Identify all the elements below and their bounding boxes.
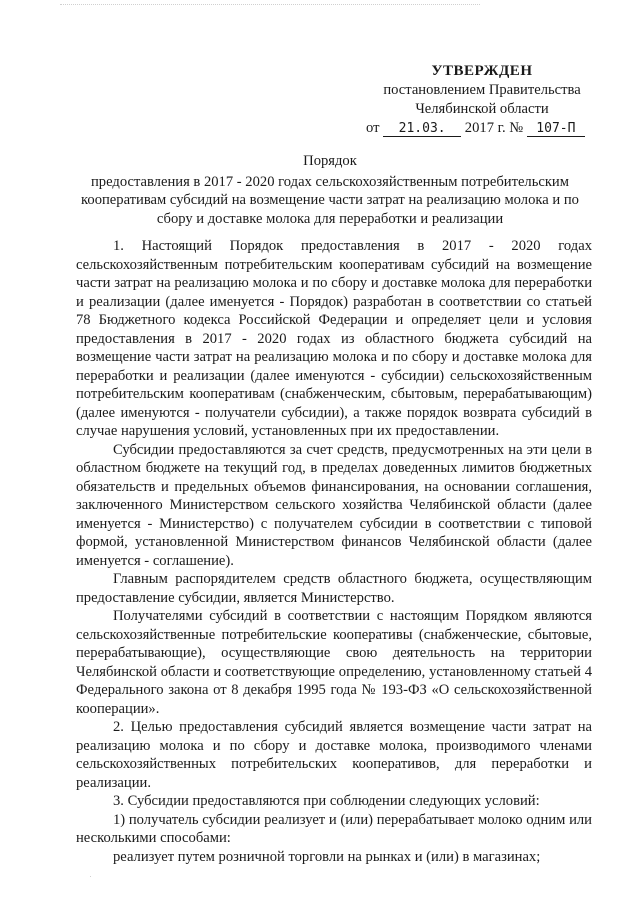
approval-number: 107-П bbox=[527, 121, 585, 137]
paragraph: 1) получатель субсидии реализует и (или) перерабатывает молоко одним или несколькими способами: bbox=[76, 811, 592, 846]
approval-head: УТВЕРЖДЕН bbox=[431, 63, 533, 79]
number-sign: № bbox=[509, 120, 524, 136]
approval-line1: постановлением Правительства bbox=[383, 82, 581, 98]
title-text: предоставления в 2017 - 2020 годах сельскохозяйственным потребительским кооперативам субсидий на возмещение части затрат на реализацию молока и по сбору и доставке молока для переработки и реализации bbox=[81, 173, 579, 227]
approval-year: 2017 г. bbox=[464, 120, 506, 136]
document-title bbox=[70, 152, 590, 228]
paragraph: реализует путем розничной торговли на рынках и (или) в магазинах; bbox=[113, 848, 541, 865]
approval-date: 21.03. bbox=[383, 121, 461, 137]
paragraph: 1. Настоящий Порядок предоставления в 2017 - 2020 годах сельскохозяйственным потребительским кооперативам субсидий на возмещение части затрат на реализацию молока и по сбору и доставке молока для переработки и реализации (далее именуется - Порядок) разработан в соответствии со статьей 78 Бюджетного кодекса Российской Федерации и определяет цели и условия предоставления в 2017 - 2020 годах из областного бюджета субсидий на возмещение части затрат на реализацию молока и по сбору и доставке молока для переработки и реализации (далее именуются - субсидии) сельскохозяйственным потребительским кооперативам (снабженческим, сбытовым, перерабатывающим) (далее именуются - получатели субсидии), а также порядок возврата субсидий в случае нарушения условий, установленных при их предоставлении. bbox=[76, 238, 592, 439]
approval-dateline bbox=[362, 119, 602, 138]
paragraph: Получателями субсидий в соответствии с настоящим Порядком являются сельскохозяйственные потребительские кооперативы (снабженческие, сбытовые, перерабатывающие), осуществляющие свою деятельность на территории Челябинской области и соответствующие определению, установленному статьей 4 Федерального закона от 8 декабря 1995 года № 193-ФЗ «О сельскохозяйственной кооперации». bbox=[76, 608, 592, 717]
paragraph: Главным распорядителем средств областного бюджета, осуществляющим предоставление субсидии, является Министерство. bbox=[76, 571, 592, 606]
scan-artifact-top bbox=[60, 4, 480, 6]
paragraph: 2. Целью предоставления субсидий является возмещение части затрат на реализацию молока и по сбору и доставке молока, производимого членами сельскохозяйственных потребительских кооперативов, для переработки и реализации. bbox=[76, 719, 592, 791]
scan-artifact-bottom bbox=[90, 876, 91, 877]
paragraph: Субсидии предоставляются за счет средств, предусмотренных на эти цели в областном бюджете на текущий год, в пределах доведенных лимитов бюджетных обязательств и предельных объемов финансирования, на основании соглашения, заключенного Министерством сельского хозяйства Челябинской области (далее именуется - Министерство) с получателем субсидии в соответствии с типовой формой, установленной Министерством финансов Челябинской области (далее именуется - соглашение). bbox=[76, 441, 592, 569]
title-word: Порядок bbox=[303, 153, 357, 169]
date-prefix: от bbox=[366, 120, 380, 136]
paragraph: 3. Субсидии предоставляются при соблюдении следующих условий: bbox=[113, 793, 540, 809]
approval-line2: Челябинской области bbox=[415, 101, 549, 117]
approval-stamp bbox=[362, 62, 602, 138]
document-body bbox=[76, 237, 592, 866]
